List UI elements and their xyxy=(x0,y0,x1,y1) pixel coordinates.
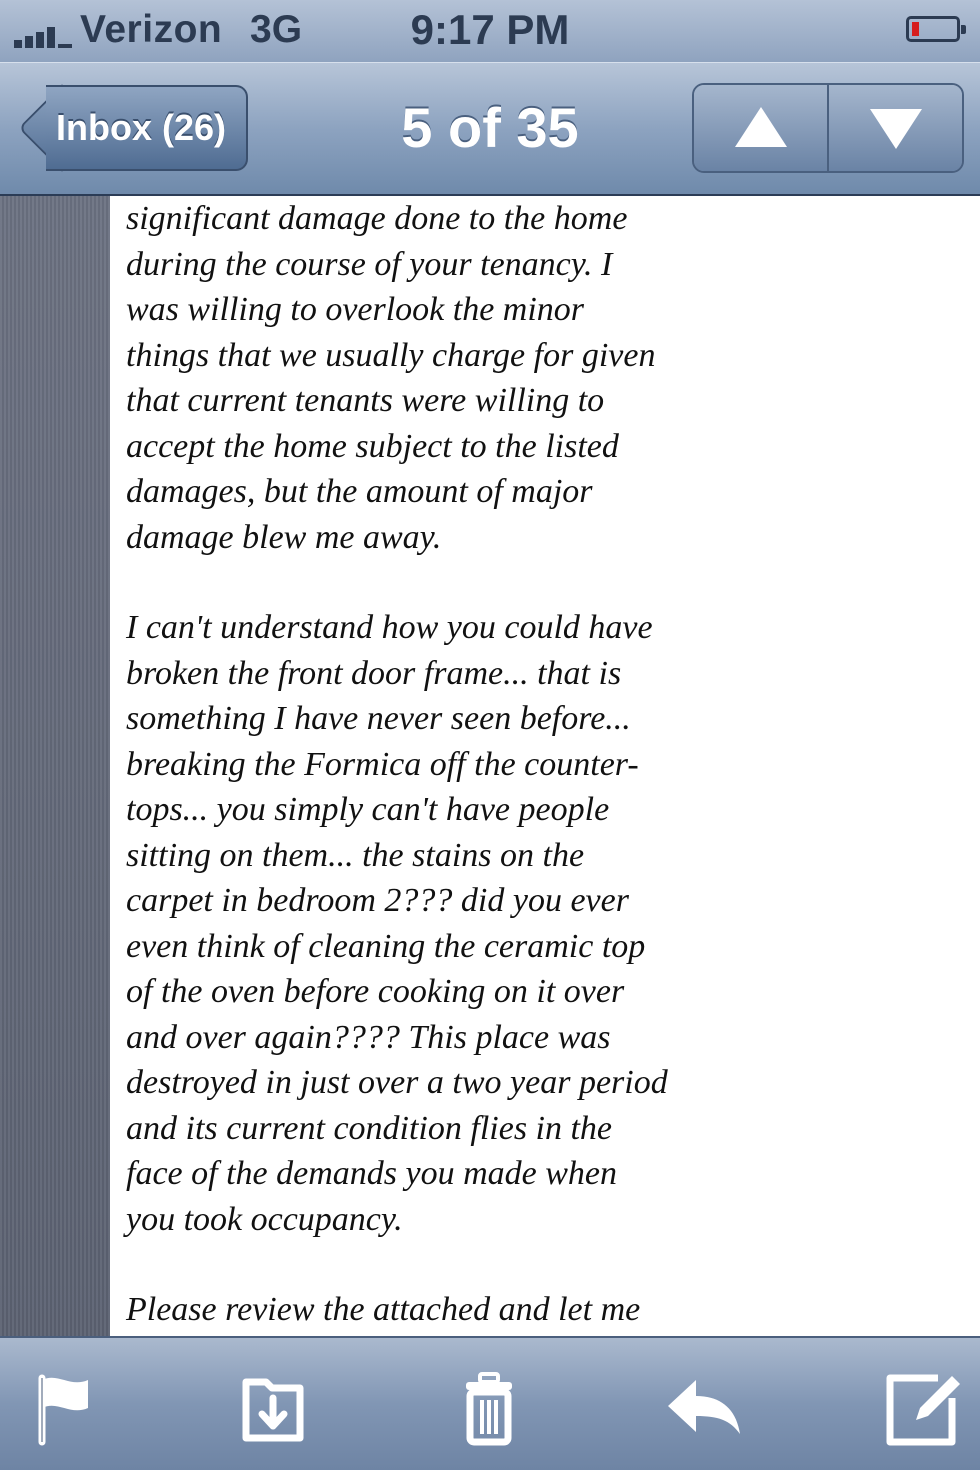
message-paragraph: significant damage done to the home during the course of your tenancy. I was willing to overlook the minor things that we usually charge for given that current tenants were willing to accept the home subject to the listed damages, but the amount of major damage blew me away. xyxy=(126,200,656,556)
status-bar xyxy=(0,0,980,62)
message-body[interactable] xyxy=(110,196,980,1336)
reply-icon[interactable] xyxy=(660,1368,750,1448)
back-button-label: Inbox (26) xyxy=(55,107,226,148)
next-message-button[interactable] xyxy=(827,85,962,171)
battery-low-icon xyxy=(906,16,960,42)
compose-icon[interactable] xyxy=(876,1368,966,1448)
network-type: 3G xyxy=(250,8,303,51)
message-paragraph: I can't understand how you could have broken the front door frame... that is something I have never seen before... breaking the Formica off the counter- tops... you simply can't have people sitting on them... the stains on the carpet in bedroom 2??? did you ever even think of cleaning the ceramic top of the oven before cooking on it over and over again???? This place was destroyed in just over a two year period and its current condition flies in the face of the demands you made when you took occupancy. xyxy=(126,609,668,1238)
side-texture-strip xyxy=(0,196,110,1336)
move-to-folder-icon[interactable] xyxy=(228,1368,318,1448)
message-nav-segment xyxy=(692,83,964,173)
message-paragraph: Please review the attached and let me xyxy=(126,1291,641,1328)
message-position-title: 5 of 35 xyxy=(401,96,579,159)
bottom-toolbar xyxy=(0,1336,980,1470)
status-time: 9:17 PM xyxy=(410,6,570,53)
previous-message-button[interactable] xyxy=(694,85,827,171)
flag-icon[interactable] xyxy=(22,1368,112,1448)
up-arrow-icon xyxy=(735,107,787,147)
carrier-name: Verizon xyxy=(80,8,223,51)
inbox-back-button[interactable] xyxy=(18,85,248,171)
navigation-bar xyxy=(0,62,980,196)
down-arrow-icon xyxy=(870,109,922,149)
trash-icon[interactable] xyxy=(444,1368,534,1448)
